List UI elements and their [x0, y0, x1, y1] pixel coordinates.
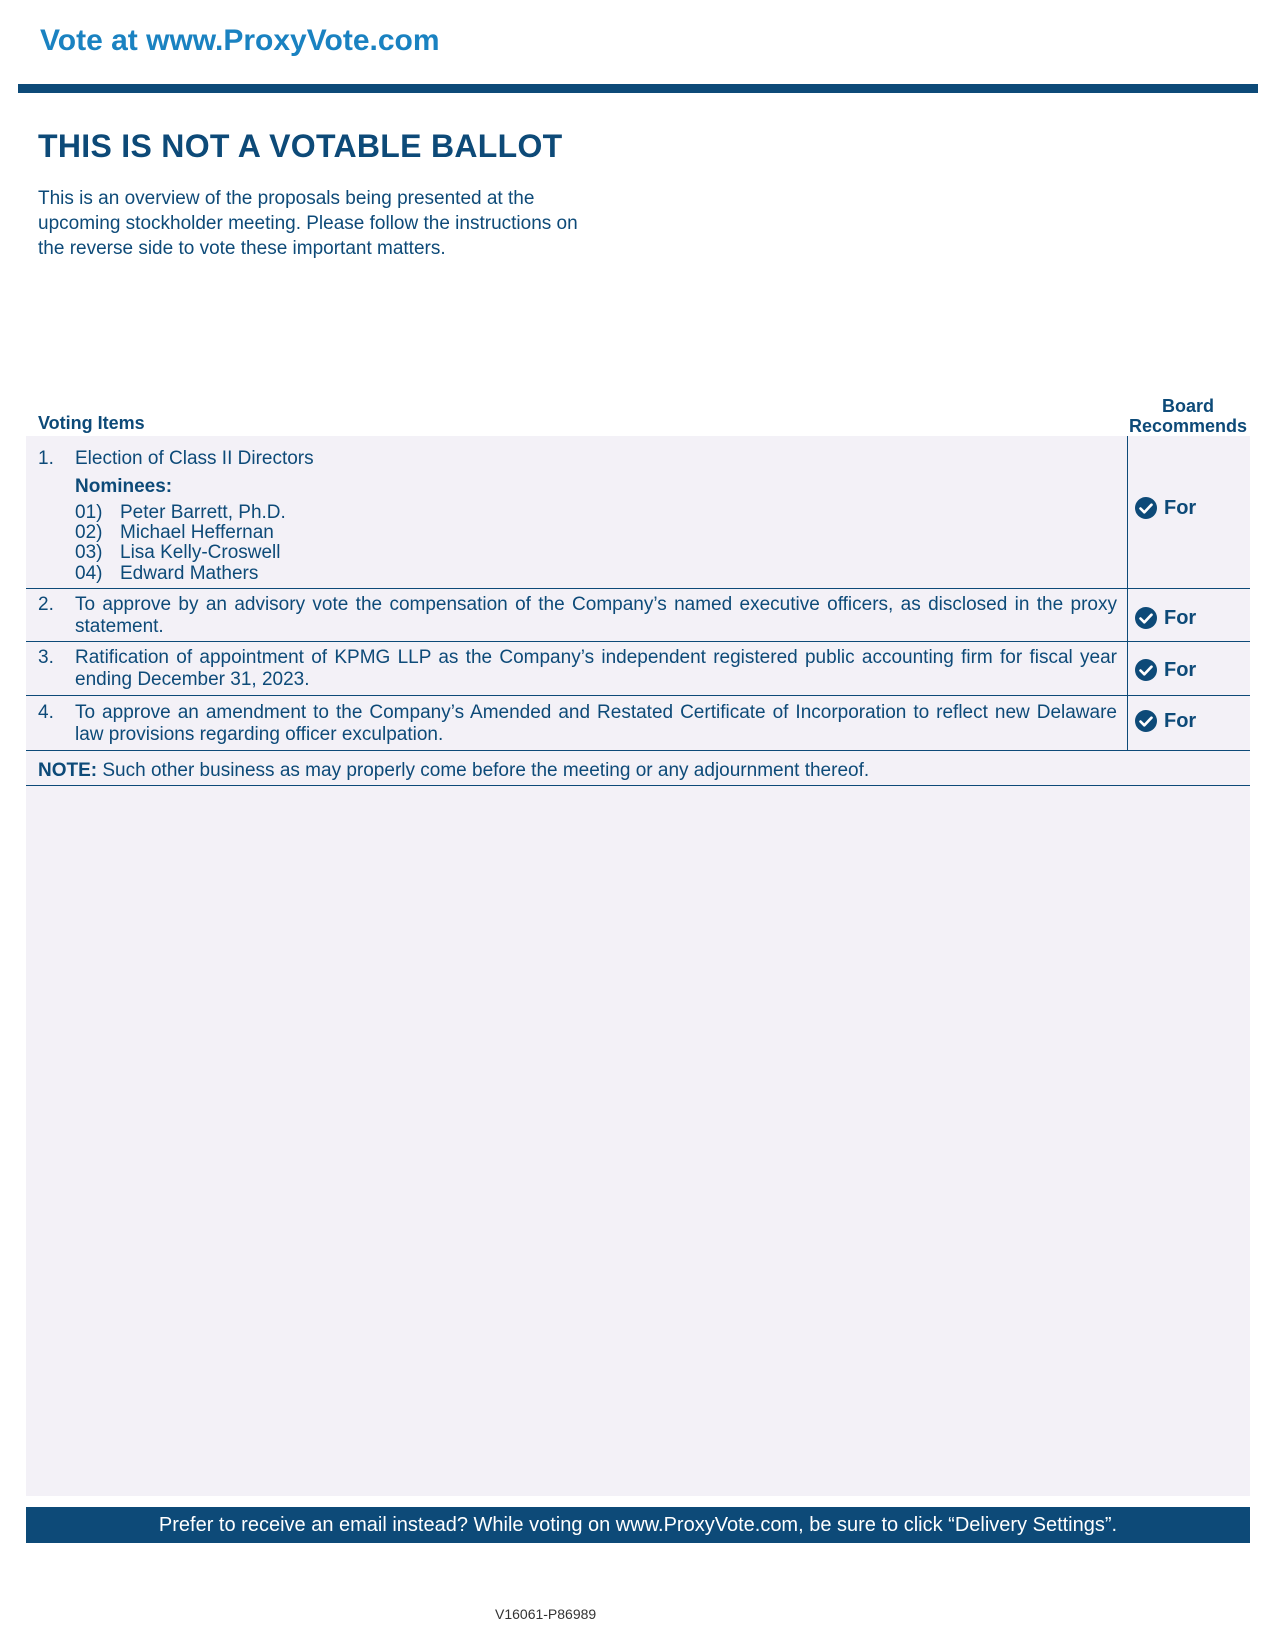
nominee [75, 502, 286, 523]
item-number: 2. [38, 594, 54, 615]
nominee-name: Edward Mathers [120, 563, 259, 584]
email-delivery-banner: Prefer to receive an email instead? While voting on www.ProxyVote.com, be sure to click “Delivery Settings”. [26, 1507, 1250, 1543]
recommendation-label: For [1164, 658, 1197, 681]
check-circle-icon [1134, 709, 1158, 733]
note-text [38, 760, 869, 782]
voting-items-panel [26, 436, 1250, 1496]
recommendation-label: For [1164, 606, 1197, 629]
item-text: To approve by an advisory vote the compensation of the Company’s named executive officers, as disclosed in the proxy statement. [75, 594, 1117, 637]
check-circle-icon [1134, 496, 1158, 520]
nominee [75, 522, 274, 543]
nominees-label: Nominees: [75, 476, 173, 497]
board-recommendation [1134, 606, 1196, 630]
note-row [26, 751, 1250, 786]
column-divider [1127, 696, 1128, 751]
item-text: To approve an amendment to the Company’s Amended and Restated Certificate of Incorporation to reflect new Delaware law provisions regarding officer exculpation. [75, 702, 1117, 745]
nominee-name: Lisa Kelly-Croswell [120, 542, 281, 563]
nominee-name: Peter Barrett, Ph.D. [120, 502, 286, 523]
intro-line: This is an overview of the proposals being presented at the [38, 188, 535, 209]
document-id: V16061-P86989 [495, 1606, 597, 1622]
check-circle-icon [1134, 606, 1158, 630]
board-recommendation [1134, 709, 1196, 733]
item-number: 1. [38, 448, 54, 469]
voting-item-row [26, 589, 1250, 642]
board-recommendation [1134, 658, 1196, 682]
header-divider [18, 84, 1258, 93]
nominee [75, 542, 281, 563]
vote-url-header: Vote at www.ProxyVote.com [40, 24, 440, 57]
note-body: Such other business as may properly come before the meeting or any adjournment thereof. [97, 760, 870, 781]
voting-item-row [26, 696, 1250, 751]
board-header-line: Board [1161, 396, 1214, 416]
nominee-code: 02) [75, 522, 103, 543]
board-header-line: Recommends [1128, 416, 1248, 436]
voting-item-row [26, 436, 1250, 589]
voting-item-row [26, 642, 1250, 696]
nominee-code: 04) [75, 563, 103, 584]
nominee [75, 563, 258, 584]
board-recommendation [1134, 496, 1196, 520]
row-divider [26, 785, 1250, 786]
nominee-code: 03) [75, 542, 103, 563]
note-label: NOTE: [38, 760, 98, 781]
intro-line: upcoming stockholder meeting. Please follow the instructions on [38, 213, 578, 234]
column-divider [1127, 589, 1128, 642]
item-text: Election of Class II Directors [75, 448, 314, 469]
item-number: 3. [38, 647, 54, 668]
column-divider [1127, 436, 1128, 589]
column-divider [1127, 642, 1128, 696]
nominee-name: Michael Heffernan [120, 522, 274, 543]
intro-paragraph [38, 186, 638, 261]
voting-items-header: Voting Items [38, 413, 145, 433]
intro-line: the reverse side to vote these important matters. [38, 238, 446, 259]
recommendation-label: For [1164, 709, 1197, 732]
nominee-code: 01) [75, 502, 103, 523]
page-title: THIS IS NOT A VOTABLE BALLOT [38, 128, 563, 164]
check-circle-icon [1134, 658, 1158, 682]
recommendation-label: For [1164, 496, 1197, 519]
item-text: Ratification of appointment of KPMG LLP as the Company’s independent registered public accounting firm for fiscal year ending December 31, 2023. [75, 647, 1117, 690]
board-recommends-header [1128, 396, 1248, 436]
item-number: 4. [38, 702, 54, 723]
